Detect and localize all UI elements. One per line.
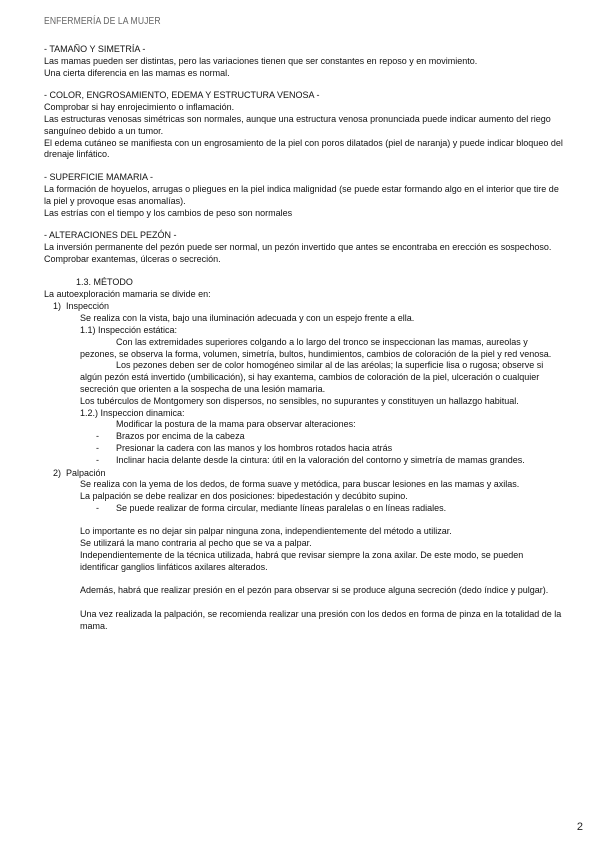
method-heading: 1.3. MÉTODO [76,276,133,287]
paragraph: Comprobar exantemas, úlceras o secreción. [44,253,221,264]
page-header: ENFERMERÍA DE LA MUJER [44,15,161,27]
paragraph: La inversión permanente del pezón puede ser normal, un pezón invertido que antes se encontraba en erección es sospechoso. [44,242,552,253]
palpation-title: Palpación [66,467,106,478]
list-item-text: Se puede realizar de forma circular, mediante líneas paralelas o en líneas radiales. [116,502,447,513]
paragraph: Los tubérculos de Montgomery son dispersos, no sensibles, no supurantes y constituyen un hallazgo habitual. [80,395,519,406]
list-item [44,503,564,515]
list-item-text: Brazos por encima de la cabeza [116,431,245,442]
paragraph: La formación de hoyuelos, arrugas o pliegues en la piel indica malignidad (se puede estar formando algo en el interior que tire de la piel y provoque esas anomalías). [44,183,559,206]
method-intro: La autoexploración mamaria se divide en: [44,288,211,299]
section-title-color-edema: - COLOR, ENGROSAMIENTO, EDEMA Y ESTRUCTURA VENOSA - [44,90,320,101]
list-number: 1) [52,301,61,312]
paragraph: Las estructuras venosas simétricas son normales, aunque una estructura venosa pronunciada puede indicar aumento del riego sanguíneo debido a un tumor. [44,113,551,136]
paragraph: Independientemente de la técnica utilizada, habrá que revisar siempre la zona axilar. De este modo, se pueden identificar ganglios linfáticos axilares alterados. [80,550,524,572]
paragraph: Además, habrá que realizar presión en el pezón para observar si se produce alguna secreción (dedo índice y pulgar). [80,585,549,596]
section-title-size-symmetry: - TAMAÑO Y SIMETRÍA - [44,44,146,54]
inspection-title: Inspección [66,301,110,312]
dash-bullet-icon: - [96,442,99,453]
dash-bullet-icon: - [96,431,99,442]
list-item-inspection [44,301,564,313]
list-item [44,431,564,443]
paragraph: Una cierta diferencia en las mamas es normal. [44,67,230,78]
paragraph: Las mamas pueden ser distintas, pero las variaciones tienen que ser constantes en reposo y en movimiento. [44,55,478,66]
list-item [44,443,564,455]
list-item [44,455,564,467]
section-title-nipple-alterations: - ALTERACIONES DEL PEZÓN - [44,230,177,241]
paragraph: La palpación se debe realizar en dos posiciones: bipedestación y decúbito supino. [80,491,408,502]
list-item-text: Presionar la cadera con las manos y los hombros rotados hacia atrás [116,442,393,453]
list-item-text: Inclinar hacia delante desde la cintura: útil en la valoración del contorno y simetría de mamas grandes. [116,454,525,465]
dash-bullet-icon: - [96,502,99,513]
page-number: 2 [576,821,583,833]
paragraph: Se realiza con la yema de los dedos, de forma suave y metódica, para buscar lesiones en las mamas y axilas. [80,479,520,490]
list-number: 2) [52,467,61,478]
paragraph: Modificar la postura de la mama para observar alteraciones: [116,419,356,430]
paragraph: Se realiza con la vista, bajo una iluminación adecuada y con un espejo frente a ella. [80,313,415,324]
list-item-palpation [44,468,564,480]
paragraph: Se utilizará la mano contraria al pecho que se va a palpar. [80,538,312,549]
static-inspection-title: 1.1) Inspección estática: [80,324,178,335]
dash-bullet-icon: - [96,454,99,465]
paragraph: Lo importante es no dejar sin palpar ninguna zona, independientemente del método a utilizar. [80,526,452,537]
paragraph: El edema cutáneo se manifiesta con un engrosamiento de la piel con poros dilatados (piel de naranja) y puede indicar bloqueo del drenaje linfático. [44,137,563,160]
paragraph: Con las extremidades superiores colgando a lo largo del tronco se inspeccionan las mamas, aureolas y pezones, se observa la forma, volumen, simetría, bultos, hundimientos, cambios de coloración de la piel y red venosa. [80,336,552,359]
paragraph: Comprobar si hay enrojecimiento o inflamación. [44,102,235,113]
paragraph: Una vez realizada la palpación, se recomienda realizar una presión con los dedos en forma de pinza en la totalidad de la mama. [80,609,562,631]
section-title-breast-surface: - SUPERFICIE MAMARIA - [44,172,154,183]
paragraph: Las estrías con el tiempo y los cambios de peso son normales [44,207,293,218]
paragraph: Los pezones deben ser de color homogéneo similar al de las aréolas; la superficie lisa o rugosa; observe si algún pezón está invertido (umbilicación), si hay exantema, cambios de coloración de la piel, ulceración o cualquier secreción que orienten a la sospecha de una lesión mamaria. [80,360,544,394]
page-content [44,44,564,633]
dynamic-inspection-title: 1.2.) Inspeccion dinamica: [80,407,185,418]
